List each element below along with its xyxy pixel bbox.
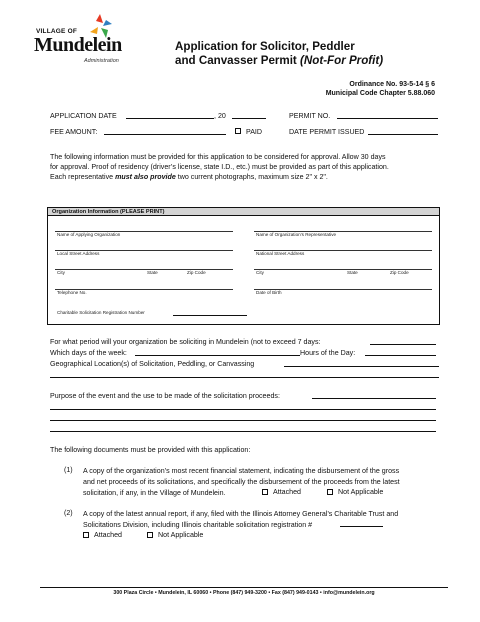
registration-label: Charitable Solicitation Registration Number [57,310,145,315]
doc2-line2: Solicitations Division, including Illinois charitable solicitation registration # [83,521,313,529]
doc1-line1: A copy of the organization’s most recent financial statement, indicating the disbursement of the gross [83,467,400,475]
telephone-label: Telephone No. [57,290,87,295]
doc1-attached-checkbox[interactable] [262,489,268,495]
period-field[interactable] [370,344,436,345]
intro-line1: The following information must be provided for this application to be considered for approval. Allow 30 days [50,153,386,161]
village-logo [34,12,134,66]
municipal-code: Municipal Code Chapter 5.88.060 [325,90,435,97]
title-line2a: and Canvasser Permit [175,54,301,67]
logo-village-text: VILLAGE OF [36,28,77,35]
doc2-attached-checkbox[interactable] [83,532,89,538]
intro-line3b: must also provide [115,173,176,181]
paid-label: PAID [246,128,263,136]
purpose-field-3[interactable] [50,420,436,421]
rep-name-label: Name of Organization’s Representative [256,232,337,237]
national-city-label: City [256,270,264,275]
geo-field-1[interactable] [284,366,439,367]
fee-amount-field[interactable] [104,134,226,135]
doc2-line1: A copy of the latest annual report, if any, filed with the Illinois Attorney General’s Charitable Trust and [83,510,399,518]
doc2-registration-field[interactable] [340,526,383,527]
registration-field[interactable] [173,315,247,316]
doc1-line3: solicitation, if any, in the Village of Mundelein. [83,489,226,497]
doc1-attached-label: Attached [273,488,302,496]
doc2-na-checkbox[interactable] [147,532,153,538]
intro-line2: for approval. Proof of residency (driver’s license, state I.D., etc.) must be provided as part of this application. [50,163,389,171]
doc1-number: (1) [64,466,73,474]
local-state-label: State [147,270,158,275]
date-issued-field[interactable] [368,134,438,135]
form-title [175,40,435,68]
hours-field[interactable] [365,355,436,356]
geo-label: Geographical Location(s) of Solicitation, Peddling, or Canvassing [50,360,255,368]
ordinance [250,80,435,98]
org-name-label: Name of Applying Organization [57,232,121,237]
title-line2b: (Not-For Profit) [300,54,384,67]
title-line1: Application for Solicitor, Peddler [175,40,355,53]
doc2-attached-label: Attached [94,531,123,539]
organization-header: Organization Information (PLEASE PRINT) [48,208,439,216]
geo-field-2[interactable] [50,377,439,378]
purpose-field-4[interactable] [50,431,436,432]
days-label: Which days of the week: [50,349,127,357]
paid-checkbox[interactable] [235,128,241,134]
documents-intro: The following documents must be provided with this application: [50,446,251,454]
doc2-text [83,509,453,531]
footer-address: 300 Plaza Circle • Mundelein, IL 60060 • Phone (847) 949-3200 • Fax (847) 949-0143 • info@mundelein.org [113,590,375,596]
doc1-line2: and net proceeds of its solicitations, and specifically the disbursement of the proceeds from the latest [83,478,400,486]
local-city-field[interactable] [55,269,233,270]
intro-line3c: two current photographs, maximum size 2" x 2". [175,173,328,181]
ordinance-no: Ordinance No. 93-5-14 § 6 [349,81,435,88]
doc2-number: (2) [64,509,73,517]
local-zip-label: Zip Code [187,270,206,275]
days-field[interactable] [135,355,300,356]
period-label: For what period will your organization be soliciting in Mundelein (not to exceed 7 days: [50,338,321,346]
permit-no-field[interactable] [337,118,438,119]
national-zip-label: Zip Code [390,270,409,275]
purpose-field-2[interactable] [50,409,436,410]
local-city-label: City [57,270,65,275]
organization-section [47,207,440,325]
date-of-birth-label: Date of Birth [256,290,282,295]
permit-no-label: PERMIT NO. [289,112,331,120]
purpose-field-1[interactable] [312,398,436,399]
doc2-na-label: Not Applicable [158,531,204,539]
hours-label: Hours of the Day: [300,349,356,357]
national-state-label: State [347,270,358,275]
purpose-label: Purpose of the event and the use to be made of the solicitation proceeds: [50,392,280,400]
local-address-label: Local Street Address [57,251,100,256]
application-date-label: APPLICATION DATE [50,112,117,120]
intro-line3a: Each representative [50,173,116,181]
fee-amount-label: FEE AMOUNT: [50,128,98,136]
year-label: , 20 [214,112,226,120]
date-issued-label: DATE PERMIT ISSUED [289,128,365,136]
doc1-na-label: Not Applicable [338,488,384,496]
national-address-label: National Street Address [256,251,305,256]
logo-sub: Administration [84,58,119,64]
application-date-field[interactable] [126,118,214,119]
year-field[interactable] [232,118,266,119]
footer-divider [40,587,448,588]
intro-paragraph [50,152,450,182]
doc1-text [83,466,453,499]
logo-name: Mundelein [34,34,122,56]
doc1-na-checkbox[interactable] [327,489,333,495]
